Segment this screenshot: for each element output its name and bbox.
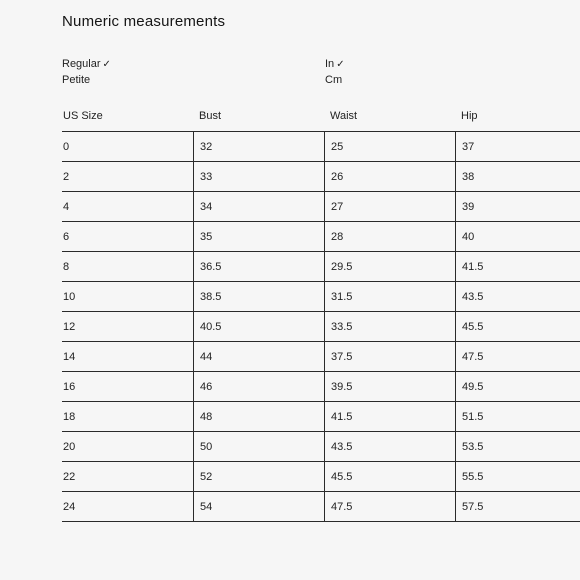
column-header-hip: Hip: [461, 110, 478, 122]
cell-hip: 39: [455, 192, 580, 221]
cell-hip: 53.5: [455, 432, 580, 461]
cell-hip: 57.5: [455, 492, 580, 521]
table-row: [62, 192, 580, 222]
cell-us-size: 14: [63, 351, 76, 363]
cell-waist: 39.5: [324, 372, 455, 401]
cell-hip: 43.5: [455, 282, 580, 311]
cell-us-size: 10: [63, 291, 76, 303]
cell-hip: 37: [455, 132, 580, 161]
cell-us-size: 16: [63, 381, 76, 393]
size-option-regular[interactable]: [62, 57, 111, 72]
cell-us-size: 4: [63, 201, 70, 213]
cell-waist: 29.5: [324, 252, 455, 281]
cell-hip: 45.5: [455, 312, 580, 341]
cell-waist: 47.5: [324, 492, 455, 521]
cell-waist: 28: [324, 222, 455, 251]
table-row: [62, 402, 580, 432]
cell-bust: 48: [193, 402, 324, 431]
column-header-us-size: US Size: [63, 110, 103, 122]
unit-option-in[interactable]: [325, 57, 345, 72]
table-header-row: [62, 102, 580, 132]
table-row: [62, 222, 580, 252]
cell-bust: 40.5: [193, 312, 324, 341]
table-row: [62, 162, 580, 192]
cell-us-size: 22: [63, 471, 76, 483]
cell-waist: 43.5: [324, 432, 455, 461]
cell-bust: 35: [193, 222, 324, 251]
cell-us-size: 24: [63, 501, 76, 513]
size-option-label: Petite: [62, 74, 91, 86]
table-row: [62, 342, 580, 372]
check-icon: ✓: [102, 59, 111, 70]
cell-bust: 32: [193, 132, 324, 161]
table-row: [62, 252, 580, 282]
cell-hip: 41.5: [455, 252, 580, 281]
cell-us-size: 20: [63, 441, 76, 453]
cell-bust: 38.5: [193, 282, 324, 311]
table-row: [62, 492, 580, 522]
cell-bust: 34: [193, 192, 324, 221]
cell-us-size: 12: [63, 321, 76, 333]
cell-us-size: 8: [63, 261, 70, 273]
cell-bust: 52: [193, 462, 324, 491]
cell-bust: 33: [193, 162, 324, 191]
check-icon: ✓: [336, 59, 345, 70]
cell-waist: 45.5: [324, 462, 455, 491]
cell-bust: 44: [193, 342, 324, 371]
table-row: [62, 282, 580, 312]
cell-hip: 40: [455, 222, 580, 251]
cell-waist: 25: [324, 132, 455, 161]
cell-us-size: 6: [63, 231, 70, 243]
cell-hip: 55.5: [455, 462, 580, 491]
cell-waist: 33.5: [324, 312, 455, 341]
cell-waist: 27: [324, 192, 455, 221]
cell-us-size: 0: [63, 141, 70, 153]
size-option-label: Regular: [62, 58, 101, 70]
cell-bust: 50: [193, 432, 324, 461]
cell-waist: 41.5: [324, 402, 455, 431]
table-row: [62, 462, 580, 492]
table-row: [62, 432, 580, 462]
size-option-petite[interactable]: [62, 73, 90, 87]
cell-hip: 47.5: [455, 342, 580, 371]
unit-option-cm[interactable]: [325, 73, 342, 87]
cell-us-size: 2: [63, 171, 70, 183]
cell-hip: 51.5: [455, 402, 580, 431]
column-header-waist: Waist: [330, 110, 358, 122]
cell-waist: 37.5: [324, 342, 455, 371]
unit-option-label: Cm: [325, 74, 343, 86]
cell-us-size: 18: [63, 411, 76, 423]
table-row: [62, 132, 580, 162]
cell-bust: 46: [193, 372, 324, 401]
page-title: Numeric measurements: [62, 13, 226, 30]
cell-waist: 26: [324, 162, 455, 191]
table-row: [62, 372, 580, 402]
unit-option-label: In: [325, 58, 335, 70]
table-row: [62, 312, 580, 342]
cell-hip: 49.5: [455, 372, 580, 401]
cell-bust: 54: [193, 492, 324, 521]
measurements-table: [62, 102, 580, 522]
cell-bust: 36.5: [193, 252, 324, 281]
cell-hip: 38: [455, 162, 580, 191]
column-header-bust: Bust: [199, 110, 222, 122]
cell-waist: 31.5: [324, 282, 455, 311]
